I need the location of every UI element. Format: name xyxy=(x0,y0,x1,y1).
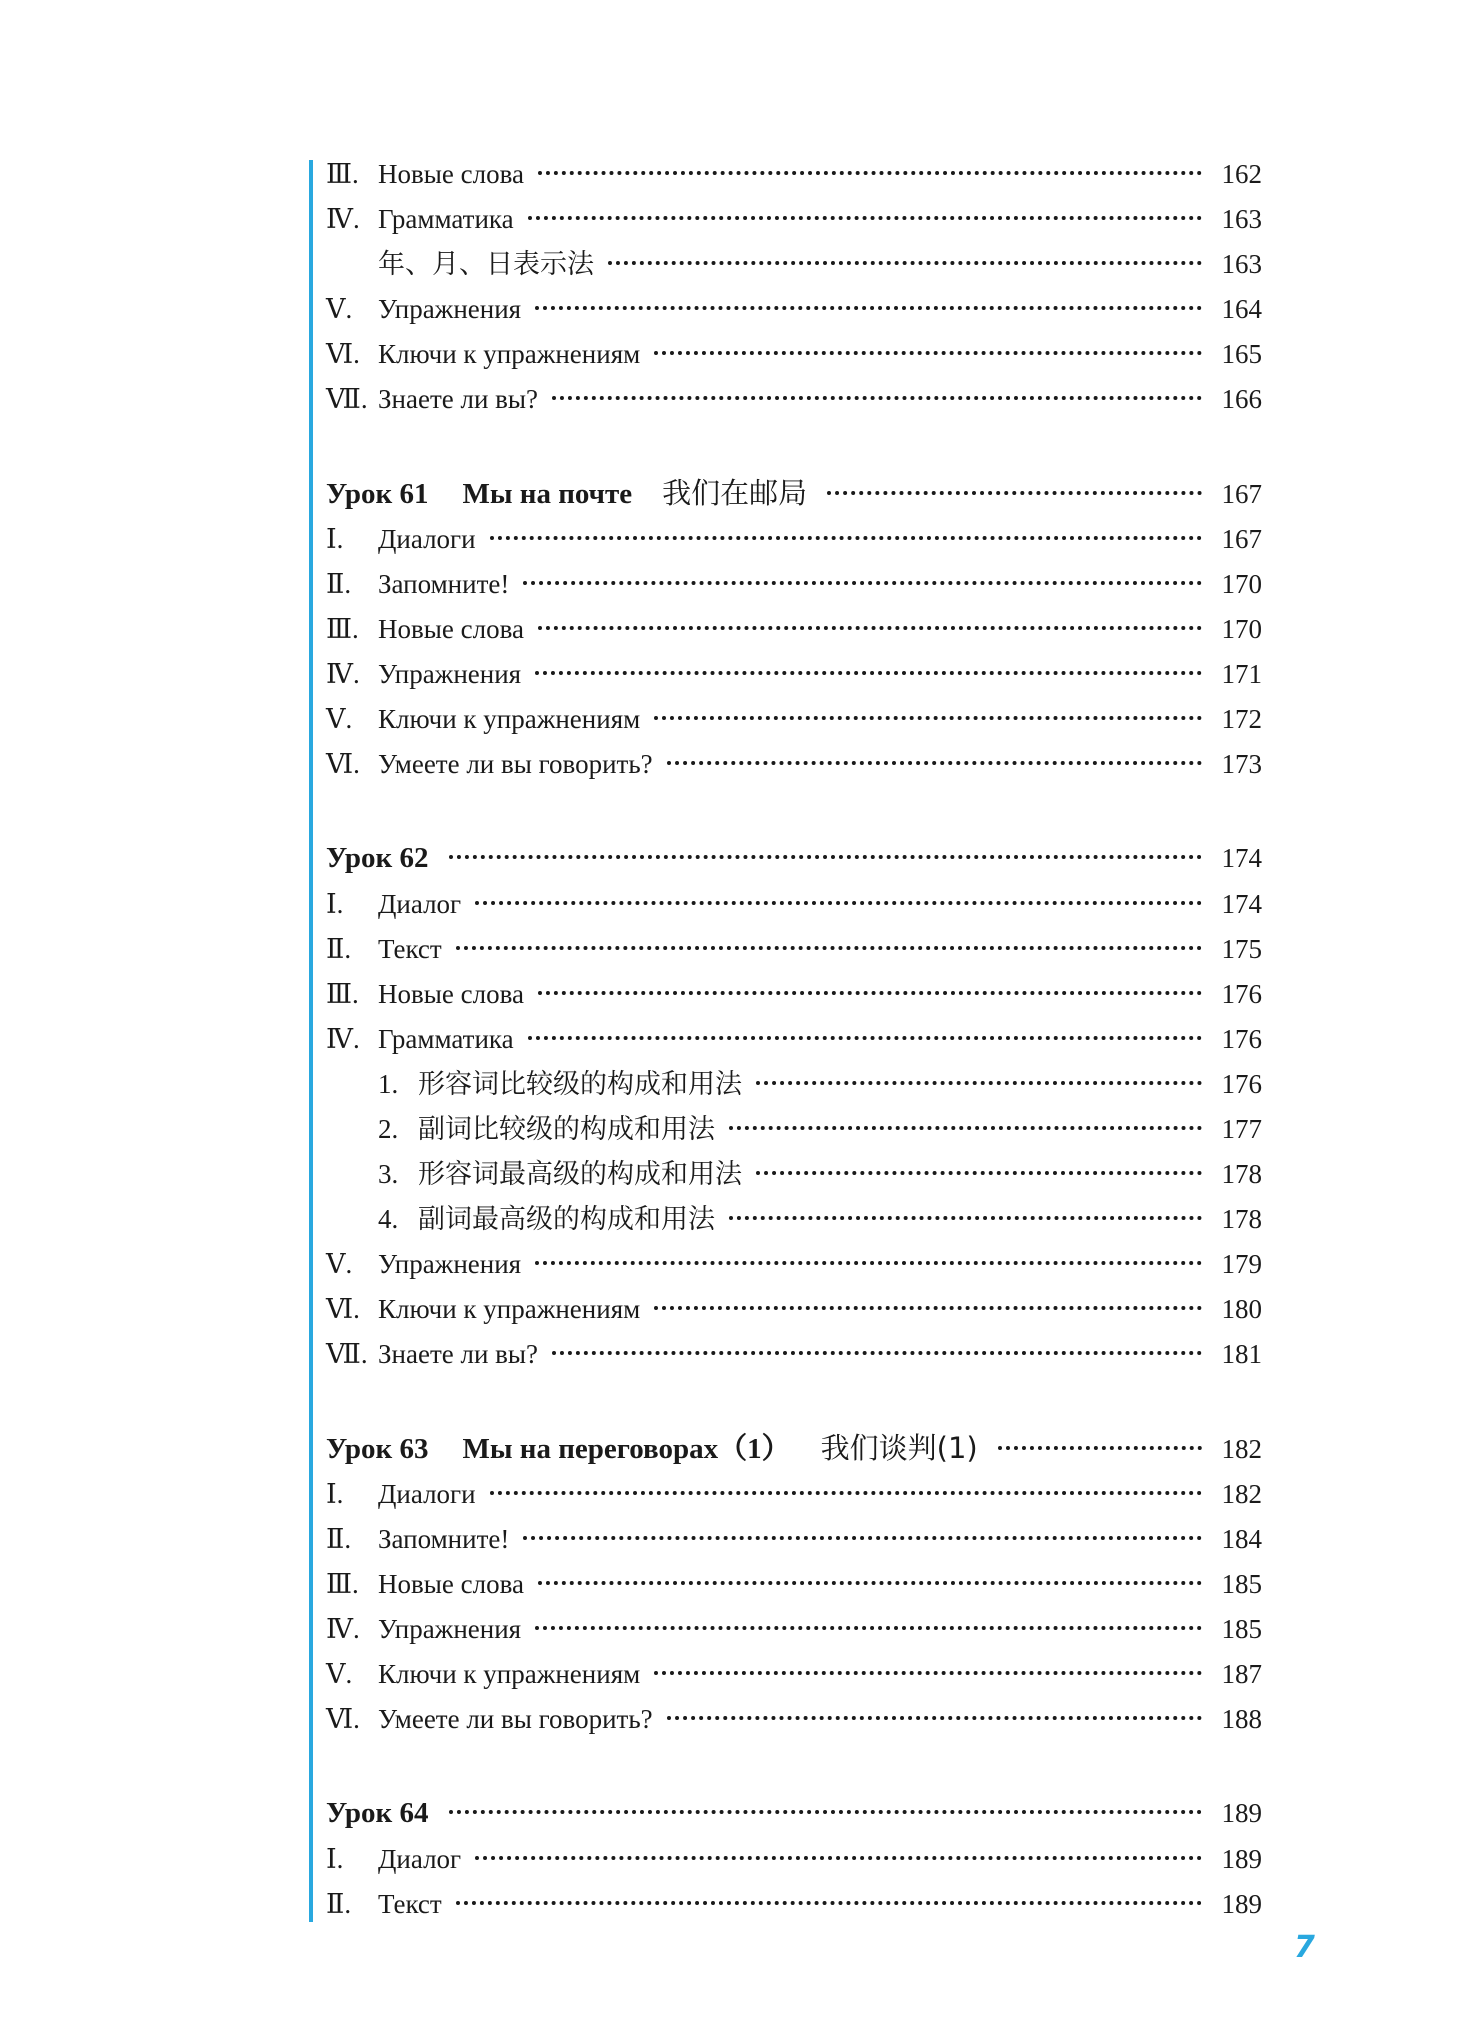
subentry-number: 4. xyxy=(378,1204,399,1234)
dot-leader xyxy=(729,1216,1202,1220)
toc-entry[interactable] xyxy=(326,152,1262,197)
dot-leader xyxy=(667,1716,1202,1720)
entry-title: Диалог xyxy=(378,1844,462,1874)
entry-number: Ⅴ. xyxy=(326,1659,353,1689)
dot-leader xyxy=(535,1261,1202,1265)
dot-leader xyxy=(528,216,1202,220)
page-number: 7 xyxy=(1294,1930,1315,1965)
toc-entry[interactable] xyxy=(326,287,1262,332)
entry-page: 174 xyxy=(1221,889,1262,919)
entry-number: Ⅱ. xyxy=(326,569,352,599)
dot-leader xyxy=(538,1581,1202,1585)
entry-page: 163 xyxy=(1221,204,1262,234)
dot-leader xyxy=(456,1901,1202,1905)
lesson-title-ru: Мы на переговорах（1） xyxy=(462,1433,791,1465)
dot-leader xyxy=(490,1491,1202,1495)
toc-entry[interactable] xyxy=(326,1017,1262,1062)
entry-page: 162 xyxy=(1221,159,1262,189)
subentry-title: 副词比较级的构成和用法 xyxy=(418,1114,715,1145)
entry-page: 184 xyxy=(1221,1524,1262,1554)
entry-title: Упражнения xyxy=(378,1614,522,1644)
toc-entry[interactable] xyxy=(326,972,1262,1017)
toc-entry[interactable] xyxy=(326,1517,1262,1562)
toc-entry[interactable] xyxy=(326,1607,1262,1652)
dot-leader xyxy=(667,761,1202,765)
entry-number: Ⅴ. xyxy=(326,294,353,324)
toc-entry[interactable] xyxy=(326,1562,1262,1607)
section-gap xyxy=(326,1742,1262,1790)
lesson-label: Урок 62 xyxy=(326,842,429,874)
entry-number: Ⅰ. xyxy=(326,1844,344,1874)
subentry-number: 3. xyxy=(378,1159,399,1189)
dot-leader xyxy=(523,581,1202,585)
entry-title: Грамматика xyxy=(378,1024,514,1054)
dot-leader xyxy=(998,1446,1202,1450)
dot-leader xyxy=(654,716,1202,720)
toc-entry[interactable] xyxy=(326,377,1262,422)
table-of-contents xyxy=(326,152,1262,1927)
toc-subentry[interactable] xyxy=(326,1107,1262,1152)
entry-page: 188 xyxy=(1221,1704,1262,1734)
entry-number: Ⅳ. xyxy=(326,204,360,234)
entry-page: 174 xyxy=(1221,843,1262,873)
dot-leader xyxy=(535,671,1202,675)
entry-title: Текст xyxy=(378,934,442,964)
entry-page: 165 xyxy=(1221,339,1262,369)
entry-title: Диалоги xyxy=(378,524,476,554)
toc-entry[interactable] xyxy=(326,562,1262,607)
entry-page: 185 xyxy=(1221,1614,1262,1644)
dot-leader xyxy=(654,1306,1202,1310)
entry-title: Упражнения xyxy=(378,1249,522,1279)
lesson-heading-63[interactable] xyxy=(326,1425,1262,1472)
toc-entry[interactable] xyxy=(326,652,1262,697)
toc-entry[interactable] xyxy=(326,197,1262,242)
entry-number: Ⅰ. xyxy=(326,1479,344,1509)
entry-title: Новые слова xyxy=(378,159,524,189)
entry-number: Ⅲ. xyxy=(326,979,359,1009)
entry-page: 167 xyxy=(1221,479,1262,509)
dot-leader xyxy=(528,1036,1202,1040)
dot-leader xyxy=(827,491,1202,495)
entry-page: 164 xyxy=(1221,294,1262,324)
lesson-label: Урок 64 xyxy=(326,1797,429,1829)
entry-number: Ⅱ. xyxy=(326,1524,352,1554)
toc-subentry[interactable] xyxy=(326,1197,1262,1242)
entry-page: 176 xyxy=(1221,979,1262,1009)
section-gap xyxy=(326,1377,1262,1425)
lesson-title-ru: Мы на почте xyxy=(462,478,633,510)
entry-title: Ключи к упражнениям xyxy=(378,1294,641,1324)
entry-page: 163 xyxy=(1221,249,1262,279)
toc-entry[interactable] xyxy=(326,742,1262,787)
entry-title: Запомните! xyxy=(378,569,510,599)
entry-page: 171 xyxy=(1221,659,1262,689)
toc-entry[interactable] xyxy=(326,607,1262,652)
subentry-title: 形容词最高级的构成和用法 xyxy=(418,1159,742,1190)
entry-number: Ⅱ. xyxy=(326,934,352,964)
toc-entry[interactable] xyxy=(326,1652,1262,1697)
entry-title: Новые слова xyxy=(378,614,524,644)
entry-number: Ⅴ. xyxy=(326,704,353,734)
subentry-number: 1. xyxy=(378,1069,399,1099)
entry-page: 189 xyxy=(1221,1889,1262,1919)
dot-leader xyxy=(552,396,1202,400)
entry-number: Ⅵ. xyxy=(326,1294,360,1324)
dot-leader xyxy=(535,1626,1202,1630)
entry-page: 180 xyxy=(1221,1294,1262,1324)
dot-leader xyxy=(449,1810,1203,1814)
entry-number: Ⅳ. xyxy=(326,659,360,689)
toc-entry[interactable] xyxy=(326,1287,1262,1332)
dot-leader xyxy=(523,1536,1202,1540)
entry-title: Ключи к упражнениям xyxy=(378,339,641,369)
subentry-number: 2. xyxy=(378,1114,399,1144)
entry-number: Ⅶ. xyxy=(326,384,368,414)
entry-page: 178 xyxy=(1221,1159,1262,1189)
lesson-label: Урок 61 xyxy=(326,478,429,510)
toc-entry[interactable] xyxy=(326,1837,1262,1882)
entry-number: Ⅰ. xyxy=(326,524,344,554)
dot-leader xyxy=(490,536,1202,540)
accent-bar xyxy=(309,160,313,1922)
entry-page: 173 xyxy=(1221,749,1262,779)
entry-page: 187 xyxy=(1221,1659,1262,1689)
entry-page: 185 xyxy=(1221,1569,1262,1599)
entry-page: 166 xyxy=(1221,384,1262,414)
toc-entry[interactable] xyxy=(326,332,1262,377)
lesson-title-cn: 我们在邮局 xyxy=(662,476,808,510)
dot-leader xyxy=(538,626,1202,630)
entry-number: Ⅵ. xyxy=(326,1704,360,1734)
lesson-label: Урок 63 xyxy=(326,1433,429,1465)
toc-entry[interactable] xyxy=(326,1882,1262,1927)
entry-title: Знаете ли вы? xyxy=(378,384,539,414)
entry-page: 189 xyxy=(1221,1798,1262,1828)
toc-entry[interactable] xyxy=(326,1332,1262,1377)
dot-leader xyxy=(535,306,1202,310)
entry-title: Умеете ли вы говорить? xyxy=(378,749,653,779)
entry-title: Грамматика xyxy=(378,204,514,234)
lesson-title-cn: 我们谈判(1) xyxy=(820,1431,978,1465)
entry-page: 182 xyxy=(1221,1479,1262,1509)
entry-page: 177 xyxy=(1221,1114,1262,1144)
toc-entry[interactable] xyxy=(326,1242,1262,1287)
dot-leader xyxy=(449,855,1203,859)
section-gap xyxy=(326,787,1262,835)
toc-subentry[interactable] xyxy=(326,1152,1262,1197)
toc-entry[interactable] xyxy=(326,242,1262,287)
entry-title: Ключи к упражнениям xyxy=(378,704,641,734)
dot-leader xyxy=(552,1351,1202,1355)
entry-number: Ⅶ. xyxy=(326,1339,368,1369)
dot-leader xyxy=(538,991,1202,995)
toc-entry[interactable] xyxy=(326,697,1262,742)
entry-page: 172 xyxy=(1221,704,1262,734)
entry-page: 179 xyxy=(1221,1249,1262,1279)
entry-page: 167 xyxy=(1221,524,1262,554)
subentry-title: 形容词比较级的构成和用法 xyxy=(418,1069,742,1100)
entry-title: Новые слова xyxy=(378,979,524,1009)
entry-page: 189 xyxy=(1221,1844,1262,1874)
entry-page: 182 xyxy=(1221,1434,1262,1464)
dot-leader xyxy=(729,1126,1202,1130)
dot-leader xyxy=(654,1671,1202,1675)
dot-leader xyxy=(608,261,1202,265)
entry-page: 175 xyxy=(1221,934,1262,964)
subentry-title: 副词最高级的构成和用法 xyxy=(418,1204,715,1235)
entry-title: Ключи к упражнениям xyxy=(378,1659,641,1689)
toc-entry[interactable] xyxy=(326,517,1262,562)
dot-leader xyxy=(538,171,1202,175)
dot-leader xyxy=(475,1856,1202,1860)
entry-number: Ⅲ. xyxy=(326,614,359,644)
toc-entry[interactable] xyxy=(326,927,1262,972)
entry-title: 年、月、日表示法 xyxy=(378,249,594,280)
dot-leader xyxy=(654,351,1202,355)
toc-entry[interactable] xyxy=(326,882,1262,927)
toc-entry[interactable] xyxy=(326,1697,1262,1742)
entry-title: Умеете ли вы говорить? xyxy=(378,1704,653,1734)
entry-page: 170 xyxy=(1221,614,1262,644)
entry-title: Текст xyxy=(378,1889,442,1919)
entry-number: Ⅵ. xyxy=(326,749,360,779)
entry-page: 176 xyxy=(1221,1024,1262,1054)
entry-page: 181 xyxy=(1221,1339,1262,1369)
entry-title: Диалог xyxy=(378,889,462,919)
toc-subentry[interactable] xyxy=(326,1062,1262,1107)
entry-title: Знаете ли вы? xyxy=(378,1339,539,1369)
entry-title: Запомните! xyxy=(378,1524,510,1554)
entry-number: Ⅰ. xyxy=(326,889,344,919)
entry-title: Упражнения xyxy=(378,294,522,324)
entry-number: Ⅳ. xyxy=(326,1614,360,1644)
entry-title: Новые слова xyxy=(378,1569,524,1599)
lesson-heading-62[interactable] xyxy=(326,835,1262,882)
entry-page: 176 xyxy=(1221,1069,1262,1099)
entry-number: Ⅱ. xyxy=(326,1889,352,1919)
entry-title: Упражнения xyxy=(378,659,522,689)
entry-title: Диалоги xyxy=(378,1479,476,1509)
entry-page: 178 xyxy=(1221,1204,1262,1234)
entry-number: Ⅲ. xyxy=(326,1569,359,1599)
entry-number: Ⅲ. xyxy=(326,159,359,189)
dot-leader xyxy=(456,946,1202,950)
entry-page: 170 xyxy=(1221,569,1262,599)
toc-entry[interactable] xyxy=(326,1472,1262,1517)
dot-leader xyxy=(756,1171,1202,1175)
dot-leader xyxy=(475,901,1202,905)
entry-number: Ⅳ. xyxy=(326,1024,360,1054)
entry-number: Ⅴ. xyxy=(326,1249,353,1279)
lesson-heading-61[interactable] xyxy=(326,470,1262,517)
dot-leader xyxy=(756,1081,1202,1085)
section-gap xyxy=(326,422,1262,470)
lesson-heading-64[interactable] xyxy=(326,1790,1262,1837)
entry-number: Ⅵ. xyxy=(326,339,360,369)
